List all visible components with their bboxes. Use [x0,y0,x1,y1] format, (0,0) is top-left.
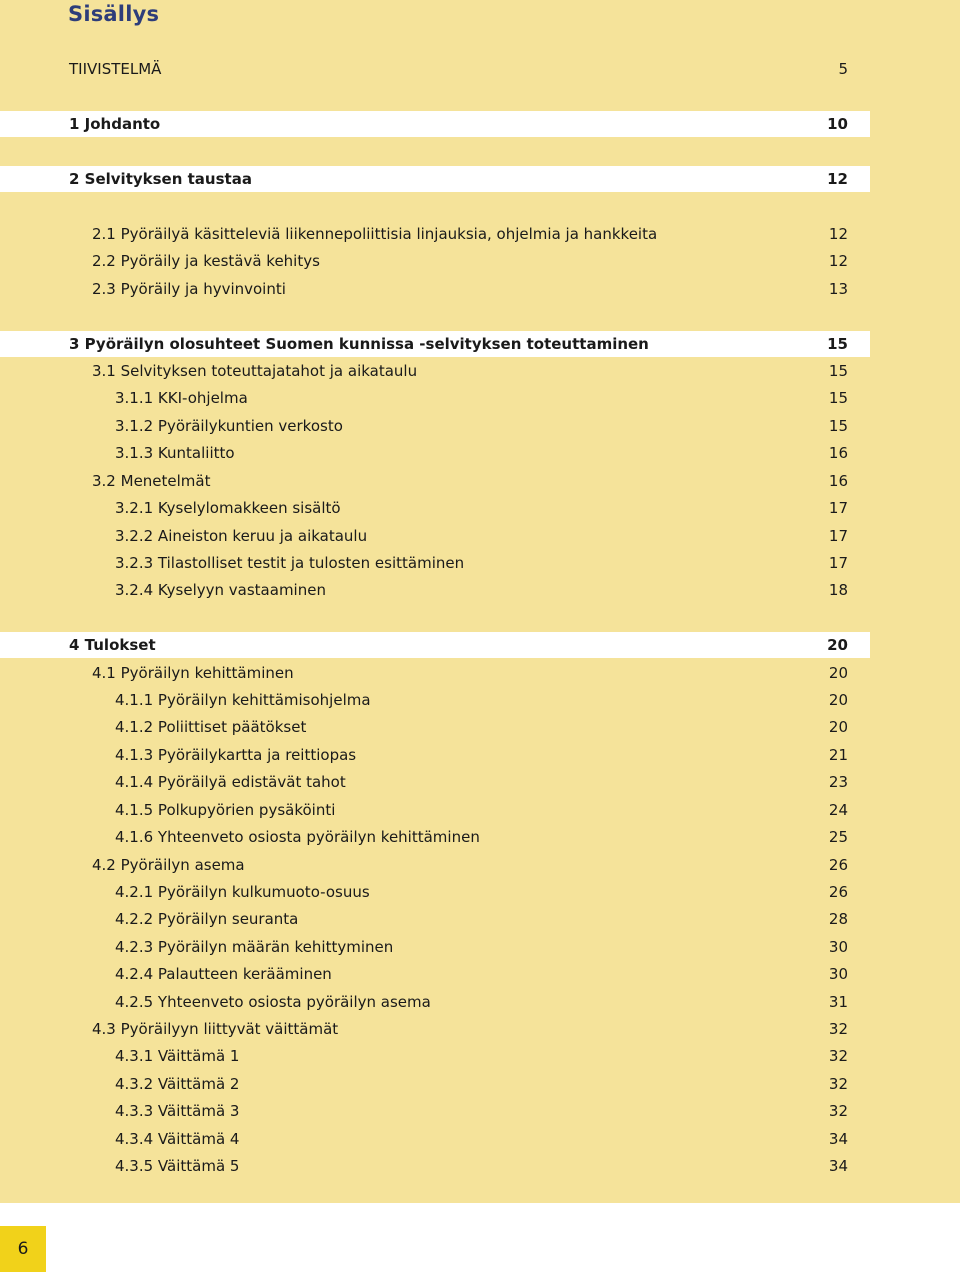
toc-entry-page: 15 [828,417,848,435]
toc-entry[interactable] [0,906,870,932]
toc-entry-page: 15 [827,335,848,353]
toc-entry-label: 4.3.1 Väittämä 1 [115,1047,240,1065]
toc-entry-page: 21 [828,746,848,764]
page-title: Sisällys [68,2,160,26]
toc-entry-page: 20 [827,636,848,654]
toc-entry-label: 2 Selvityksen taustaa [69,170,252,188]
toc-entry[interactable] [0,879,870,905]
toc-entry-label: 3.1 Selvityksen toteuttajatahot ja aikataulu [92,362,418,380]
page-number: 6 [17,1239,29,1259]
toc-entry-label: 4.2 Pyöräilyn asema [92,856,245,874]
toc-entry[interactable] [0,824,870,850]
toc-entry[interactable] [0,1098,870,1124]
toc-entry-page: 32 [828,1020,848,1038]
toc-entry-label: 4.2.1 Pyöräilyn kulkumuoto-osuus [115,883,370,901]
toc-entry-page: 31 [828,993,848,1011]
toc-entry-page: 12 [828,252,848,270]
toc-entry-page: 34 [828,1157,848,1175]
toc-entry-tulokset[interactable] [0,632,870,658]
toc-entry[interactable] [0,687,870,713]
toc-entry-page: 15 [828,362,848,380]
toc-entry[interactable] [0,385,870,411]
toc-entry-label: 4.3.5 Väittämä 5 [115,1157,240,1175]
toc-entry[interactable] [0,989,870,1015]
toc-entry-label: 4.2.4 Palautteen kerääminen [115,965,332,983]
toc-entry[interactable] [0,961,870,987]
toc-entry-page: 15 [828,389,848,407]
toc-entry-label: 1 Johdanto [69,115,161,133]
toc-entry[interactable] [0,523,870,549]
toc-entry-label: 4.1.4 Pyöräilyä edistävät tahot [115,773,346,791]
toc-entry-page: 24 [828,801,848,819]
toc-entry-label: 4 Tulokset [69,636,156,654]
toc-entry-label: 3.2.2 Aineiston keruu ja aikataulu [115,527,368,545]
toc-entry-label: 4.3.4 Väittämä 4 [115,1130,240,1148]
toc-entry-page: 30 [828,965,848,983]
toc-entry-label: 3.1.3 Kuntaliitto [115,444,235,462]
toc-entry-page: 17 [828,499,848,517]
toc-entry[interactable] [0,577,870,603]
toc-entry-label: 3.1.2 Pyöräilykuntien verkosto [115,417,343,435]
toc-entry-page: 17 [828,554,848,572]
toc-entry-label: TIIVISTELMÄ [69,60,162,78]
toc-entry[interactable] [0,358,870,384]
toc-entry-page: 18 [828,581,848,599]
toc-entry[interactable] [0,440,870,466]
toc-entry-page: 34 [828,1130,848,1148]
toc-entry-label: 3.1.1 KKI-ohjelma [115,389,248,407]
toc-entry-page: 12 [827,170,848,188]
toc-entry[interactable] [0,660,870,686]
toc-entry-page: 17 [828,527,848,545]
toc-entry-tiivistelma[interactable] [0,56,870,82]
toc-entry-label: 4.2.2 Pyöräilyn seuranta [115,910,299,928]
toc-entry[interactable] [0,852,870,878]
toc-entry-page: 26 [828,856,848,874]
toc-entry-page: 25 [828,828,848,846]
toc-entry-page: 20 [828,691,848,709]
toc-entry[interactable] [0,413,870,439]
toc-entry[interactable] [0,1071,870,1097]
toc-entry-label: 4.1.1 Pyöräilyn kehittämisohjelma [115,691,371,709]
toc-entry-page: 28 [828,910,848,928]
toc-entry-page: 13 [828,280,848,298]
toc-entry-label: 4.1 Pyöräilyn kehittäminen [92,664,294,682]
toc-entry-label: 2.3 Pyöräily ja hyvinvointi [92,280,286,298]
toc-entry-label: 3 Pyöräilyn olosuhteet Suomen kunnissa -selvityksen toteuttaminen [69,335,649,353]
toc-entry-page: 30 [828,938,848,956]
toc-entry[interactable] [0,276,870,302]
toc-entry-label: 4.2.5 Yhteenveto osiosta pyöräilyn asema [115,993,431,1011]
toc-entry-page: 26 [828,883,848,901]
toc-entry-label: 4.3 Pyöräilyyn liittyvät väittämät [92,1020,339,1038]
toc-entry-label: 3.2.1 Kyselylomakkeen sisältö [115,499,341,517]
toc-entry-selvityksen-taustaa[interactable] [0,166,870,192]
toc-entry-page: 5 [838,60,848,78]
toc-entry-label: 3.2.3 Tilastolliset testit ja tulosten esittäminen [115,554,465,572]
toc-entry[interactable] [0,769,870,795]
toc-entry-label: 4.1.6 Yhteenveto osiosta pyöräilyn kehittäminen [115,828,480,846]
toc-entry-page: 20 [828,718,848,736]
toc-entry[interactable] [0,742,870,768]
toc-entry[interactable] [0,550,870,576]
toc-entry-page: 32 [828,1075,848,1093]
toc-entry-label: 4.1.2 Poliittiset päätökset [115,718,307,736]
toc-entry-olosuhteet[interactable] [0,331,870,357]
toc-entry[interactable] [0,797,870,823]
toc-entry[interactable] [0,1126,870,1152]
toc-entry[interactable] [0,1016,870,1042]
toc-entry[interactable] [0,1153,870,1179]
toc-entry-label: 2.1 Pyöräilyä käsitteleviä liikennepoliittisia linjauksia, ohjelmia ja hankkeita [92,225,658,243]
toc-entry-label: 4.1.5 Polkupyörien pysäköinti [115,801,336,819]
toc-entry[interactable] [0,248,870,274]
toc-entry-page: 16 [828,472,848,490]
toc-entry-page: 20 [828,664,848,682]
toc-entry-page: 32 [828,1047,848,1065]
toc-entry-page: 12 [828,225,848,243]
toc-entry-page: 32 [828,1102,848,1120]
toc-entry-label: 4.3.2 Väittämä 2 [115,1075,240,1093]
toc-entry-label: 4.3.3 Väittämä 3 [115,1102,240,1120]
toc-entry-label: 3.2.4 Kyselyyn vastaaminen [115,581,326,599]
toc-entry-page: 10 [827,115,848,133]
toc-entry[interactable] [0,714,870,740]
toc-entry-page: 16 [828,444,848,462]
toc-entry-label: 4.1.3 Pyöräilykartta ja reittiopas [115,746,357,764]
toc-entry-page: 23 [828,773,848,791]
toc-entry[interactable] [0,495,870,521]
toc-entry[interactable] [0,468,870,494]
toc-entry[interactable] [0,934,870,960]
toc-entry-label: 4.2.3 Pyöräilyn määrän kehittyminen [115,938,394,956]
toc-entry[interactable] [0,1043,870,1069]
toc-entry-label: 2.2 Pyöräily ja kestävä kehitys [92,252,320,270]
toc-entry-johdanto[interactable] [0,111,870,137]
toc-entry[interactable] [0,221,870,247]
toc-entry-label: 3.2 Menetelmät [92,472,211,490]
